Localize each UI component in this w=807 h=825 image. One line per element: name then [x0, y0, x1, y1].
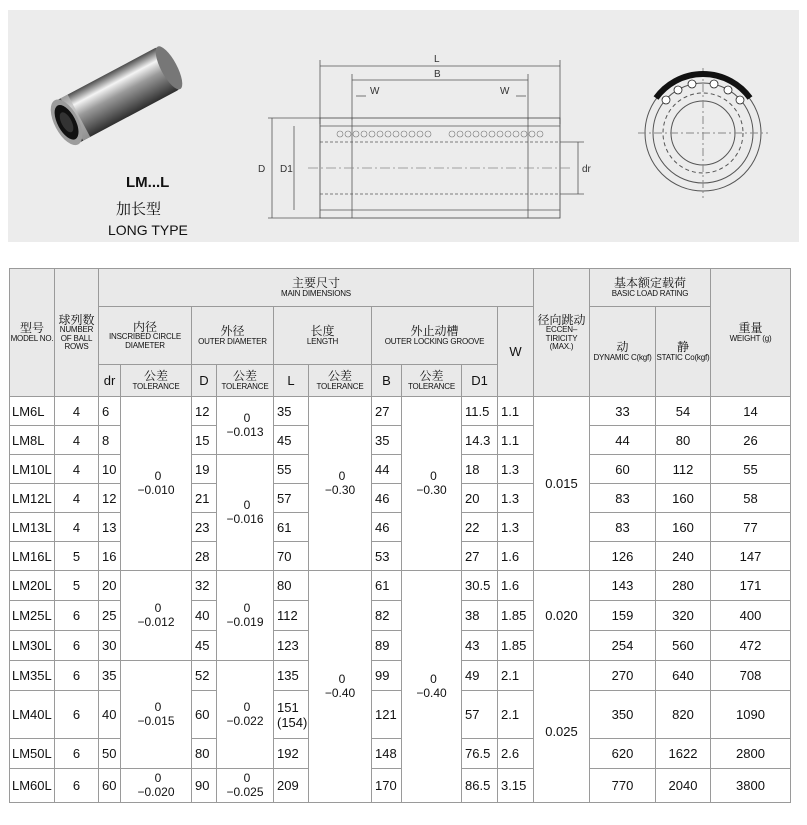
cell-B: 44 — [372, 455, 402, 484]
cell-dr: 16 — [99, 542, 121, 571]
cell-ball-rows: 4 — [55, 484, 99, 513]
cell-dr: 12 — [99, 484, 121, 513]
cell-model: LM13L — [10, 513, 55, 542]
header-ball-rows: 球列数 NUMBER OF BALL ROWS — [55, 269, 99, 397]
type-label-en: LONG TYPE — [108, 222, 188, 238]
cell-D: 40 — [192, 601, 217, 631]
cell-static: 640 — [656, 661, 711, 691]
cell-D: 12 — [192, 397, 217, 426]
cell-B: 82 — [372, 601, 402, 631]
cell-D1: 20 — [462, 484, 498, 513]
header-static: 静 STATIC Co(kgf) — [656, 307, 711, 397]
cell-dynamic: 159 — [590, 601, 656, 631]
cell-L: 70 — [274, 542, 309, 571]
cell-ball-rows: 4 — [55, 426, 99, 455]
cell-B-tolerance: 0 −0.30 — [402, 397, 462, 571]
header-inscribed-diameter: 内径 INSCRIBED CIRCLE DIAMETER — [99, 307, 192, 365]
cell-model: LM60L — [10, 769, 55, 803]
header-B: B — [372, 365, 402, 397]
header-outer-diameter: 外径 OUTER DIAMETER — [192, 307, 274, 365]
cell-W: 2.1 — [498, 691, 534, 739]
cell-B: 148 — [372, 739, 402, 769]
cell-D: 80 — [192, 739, 217, 769]
cell-dynamic: 620 — [590, 739, 656, 769]
cell-B: 46 — [372, 484, 402, 513]
header-model: 型号 MODEL NO. — [10, 269, 55, 397]
cell-B: 121 — [372, 691, 402, 739]
cell-W: 1.85 — [498, 631, 534, 661]
cell-eccentricity: 0.015 — [534, 397, 590, 571]
cell-dynamic: 60 — [590, 455, 656, 484]
cell-weight: 1090 — [711, 691, 791, 739]
dim-W-right-label: W — [500, 86, 510, 97]
header-basic-load-rating: 基本额定载荷 BASIC LOAD RATING — [590, 269, 711, 307]
cell-dr: 40 — [99, 691, 121, 739]
cell-D1: 43 — [462, 631, 498, 661]
header-D: D — [192, 365, 217, 397]
cell-D: 21 — [192, 484, 217, 513]
cell-D1: 38 — [462, 601, 498, 631]
cell-static: 160 — [656, 513, 711, 542]
cell-weight: 26 — [711, 426, 791, 455]
cell-D1: 14.3 — [462, 426, 498, 455]
cell-dynamic: 350 — [590, 691, 656, 739]
cell-D: 28 — [192, 542, 217, 571]
cell-D-tolerance: 0 −0.025 — [217, 769, 274, 803]
cell-W: 1.6 — [498, 571, 534, 601]
cell-model: LM25L — [10, 601, 55, 631]
cell-W: 1.3 — [498, 513, 534, 542]
cell-static: 160 — [656, 484, 711, 513]
header-L-tolerance: 公差 TOLERANCE — [309, 365, 372, 397]
cell-D1: 27 — [462, 542, 498, 571]
cell-B-tolerance: 0 −0.40 — [402, 571, 462, 803]
cell-D-tolerance: 0 −0.013 — [217, 397, 274, 455]
cell-W: 1.3 — [498, 484, 534, 513]
cell-ball-rows: 6 — [55, 601, 99, 631]
cell-D1: 86.5 — [462, 769, 498, 803]
cell-D-tolerance: 0 −0.019 — [217, 571, 274, 661]
cell-D-tolerance: 0 −0.016 — [217, 455, 274, 571]
cell-model: LM6L — [10, 397, 55, 426]
cell-model: LM20L — [10, 571, 55, 601]
cell-D1: 11.5 — [462, 397, 498, 426]
cell-ball-rows: 5 — [55, 542, 99, 571]
cell-static: 560 — [656, 631, 711, 661]
cell-W: 2.6 — [498, 739, 534, 769]
cell-dynamic: 83 — [590, 484, 656, 513]
cell-B: 53 — [372, 542, 402, 571]
cell-L: 123 — [274, 631, 309, 661]
cell-D: 60 — [192, 691, 217, 739]
cell-D: 45 — [192, 631, 217, 661]
cell-static: 112 — [656, 455, 711, 484]
cell-dr-tolerance: 0 −0.020 — [121, 769, 192, 803]
cell-dynamic: 143 — [590, 571, 656, 601]
cell-W: 1.3 — [498, 455, 534, 484]
header-dr: dr — [99, 365, 121, 397]
cell-ball-rows: 6 — [55, 691, 99, 739]
side-view-drawing — [248, 46, 608, 246]
cell-D1: 49 — [462, 661, 498, 691]
cell-D1: 22 — [462, 513, 498, 542]
header-dr-tolerance: 公差 TOLERANCE — [121, 365, 192, 397]
cell-weight: 2800 — [711, 739, 791, 769]
cell-L: 61 — [274, 513, 309, 542]
cell-model: LM30L — [10, 631, 55, 661]
header-dynamic: 动 DYNAMIC C(kgf) — [590, 307, 656, 397]
dim-D-label: D — [258, 164, 266, 175]
cell-weight: 400 — [711, 601, 791, 631]
cell-ball-rows: 4 — [55, 397, 99, 426]
dim-L-label: L — [434, 54, 440, 65]
cell-dr-tolerance: 0 −0.010 — [121, 397, 192, 571]
cell-ball-rows: 6 — [55, 631, 99, 661]
cell-weight: 3800 — [711, 769, 791, 803]
cell-model: LM12L — [10, 484, 55, 513]
cell-dr: 20 — [99, 571, 121, 601]
cell-D1: 76.5 — [462, 739, 498, 769]
cell-weight: 14 — [711, 397, 791, 426]
cell-model: LM40L — [10, 691, 55, 739]
header-eccentricity: 径向跳动 ECCEN–TIRICITY (MAX.) — [534, 269, 590, 397]
cell-weight: 77 — [711, 513, 791, 542]
header-L: L — [274, 365, 309, 397]
cell-ball-rows: 6 — [55, 661, 99, 691]
dim-B-label: B — [434, 69, 441, 80]
cell-dynamic: 33 — [590, 397, 656, 426]
cell-static: 80 — [656, 426, 711, 455]
cell-W: 1.1 — [498, 397, 534, 426]
cell-static: 280 — [656, 571, 711, 601]
cell-W: 1.1 — [498, 426, 534, 455]
cell-L: 45 — [274, 426, 309, 455]
cell-static: 820 — [656, 691, 711, 739]
cell-ball-rows: 6 — [55, 739, 99, 769]
cell-weight: 147 — [711, 542, 791, 571]
cell-weight: 171 — [711, 571, 791, 601]
cell-dynamic: 126 — [590, 542, 656, 571]
cell-dynamic: 770 — [590, 769, 656, 803]
product-illustration-panel — [8, 10, 799, 242]
cell-model: LM35L — [10, 661, 55, 691]
cell-dr: 10 — [99, 455, 121, 484]
specification-table — [9, 268, 791, 803]
cell-ball-rows: 6 — [55, 769, 99, 803]
cell-weight: 58 — [711, 484, 791, 513]
bearing-photo — [36, 36, 196, 156]
end-view-drawing — [638, 68, 768, 198]
header-main-dimensions: 主要尺寸 MAIN DIMENSIONS — [99, 269, 534, 307]
cell-L: 209 — [274, 769, 309, 803]
cell-dynamic: 270 — [590, 661, 656, 691]
cell-weight: 55 — [711, 455, 791, 484]
header-outer-locking-groove: 外止动槽 OUTER LOCKING GROOVE — [372, 307, 498, 365]
cell-dr: 60 — [99, 769, 121, 803]
dim-dr-label: dr — [582, 164, 591, 175]
cell-model: LM16L — [10, 542, 55, 571]
cell-L: 55 — [274, 455, 309, 484]
cell-L: 112 — [274, 601, 309, 631]
cell-B: 61 — [372, 571, 402, 601]
cell-W: 1.6 — [498, 542, 534, 571]
cell-W: 2.1 — [498, 661, 534, 691]
cell-D-tolerance: 0 −0.022 — [217, 661, 274, 769]
table-row — [10, 397, 791, 426]
cell-B: 99 — [372, 661, 402, 691]
cell-D: 19 — [192, 455, 217, 484]
cell-dr: 25 — [99, 601, 121, 631]
cell-static: 240 — [656, 542, 711, 571]
cell-eccentricity: 0.025 — [534, 661, 590, 803]
cell-weight: 472 — [711, 631, 791, 661]
header-D1: D1 — [462, 365, 498, 397]
cell-dr: 6 — [99, 397, 121, 426]
cell-W: 3.15 — [498, 769, 534, 803]
cell-W: 1.85 — [498, 601, 534, 631]
cell-ball-rows: 4 — [55, 455, 99, 484]
cell-L: 80 — [274, 571, 309, 601]
cell-L: 35 — [274, 397, 309, 426]
type-label-cn: 加长型 — [116, 200, 162, 218]
cell-B: 46 — [372, 513, 402, 542]
cell-model: LM50L — [10, 739, 55, 769]
dim-W-left-label: W — [370, 86, 380, 97]
cell-dynamic: 44 — [590, 426, 656, 455]
cell-static: 1622 — [656, 739, 711, 769]
model-label: LM...L — [126, 174, 170, 191]
cell-dynamic: 254 — [590, 631, 656, 661]
cell-D1: 30.5 — [462, 571, 498, 601]
cell-D: 23 — [192, 513, 217, 542]
cell-dr: 30 — [99, 631, 121, 661]
cell-model: LM10L — [10, 455, 55, 484]
cell-D: 32 — [192, 571, 217, 601]
cell-B: 35 — [372, 426, 402, 455]
cell-L-tolerance: 0 −0.40 — [309, 571, 372, 803]
cell-D1: 57 — [462, 691, 498, 739]
cell-dr-tolerance: 0 −0.015 — [121, 661, 192, 769]
cell-B: 27 — [372, 397, 402, 426]
cell-dr-tolerance: 0 −0.012 — [121, 571, 192, 661]
cell-B: 89 — [372, 631, 402, 661]
cell-eccentricity: 0.020 — [534, 571, 590, 661]
table-row — [10, 661, 791, 691]
header-D-tolerance: 公差 TOLERANCE — [217, 365, 274, 397]
dim-D1-label: D1 — [280, 164, 293, 175]
cell-static: 54 — [656, 397, 711, 426]
cell-L: 57 — [274, 484, 309, 513]
cell-D1: 18 — [462, 455, 498, 484]
cell-static: 2040 — [656, 769, 711, 803]
cell-ball-rows: 5 — [55, 571, 99, 601]
cell-dynamic: 83 — [590, 513, 656, 542]
cell-B: 170 — [372, 769, 402, 803]
header-length: 长度 LENGTH — [274, 307, 372, 365]
cell-dr: 50 — [99, 739, 121, 769]
header-weight: 重量 WEIGHT (g) — [711, 269, 791, 397]
cell-model: LM8L — [10, 426, 55, 455]
cell-D: 15 — [192, 426, 217, 455]
cell-L: 151 (154) — [274, 691, 309, 739]
cell-static: 320 — [656, 601, 711, 631]
header-W: W — [498, 307, 534, 397]
cell-dr: 13 — [99, 513, 121, 542]
cell-L: 135 — [274, 661, 309, 691]
cell-dr: 35 — [99, 661, 121, 691]
table-row — [10, 571, 791, 601]
header-B-tolerance: 公差 TOLERANCE — [402, 365, 462, 397]
table-row — [10, 769, 791, 803]
cell-D: 52 — [192, 661, 217, 691]
cell-D: 90 — [192, 769, 217, 803]
cell-ball-rows: 4 — [55, 513, 99, 542]
cell-L-tolerance: 0 −0.30 — [309, 397, 372, 571]
cell-weight: 708 — [711, 661, 791, 691]
cell-dr: 8 — [99, 426, 121, 455]
cell-L: 192 — [274, 739, 309, 769]
